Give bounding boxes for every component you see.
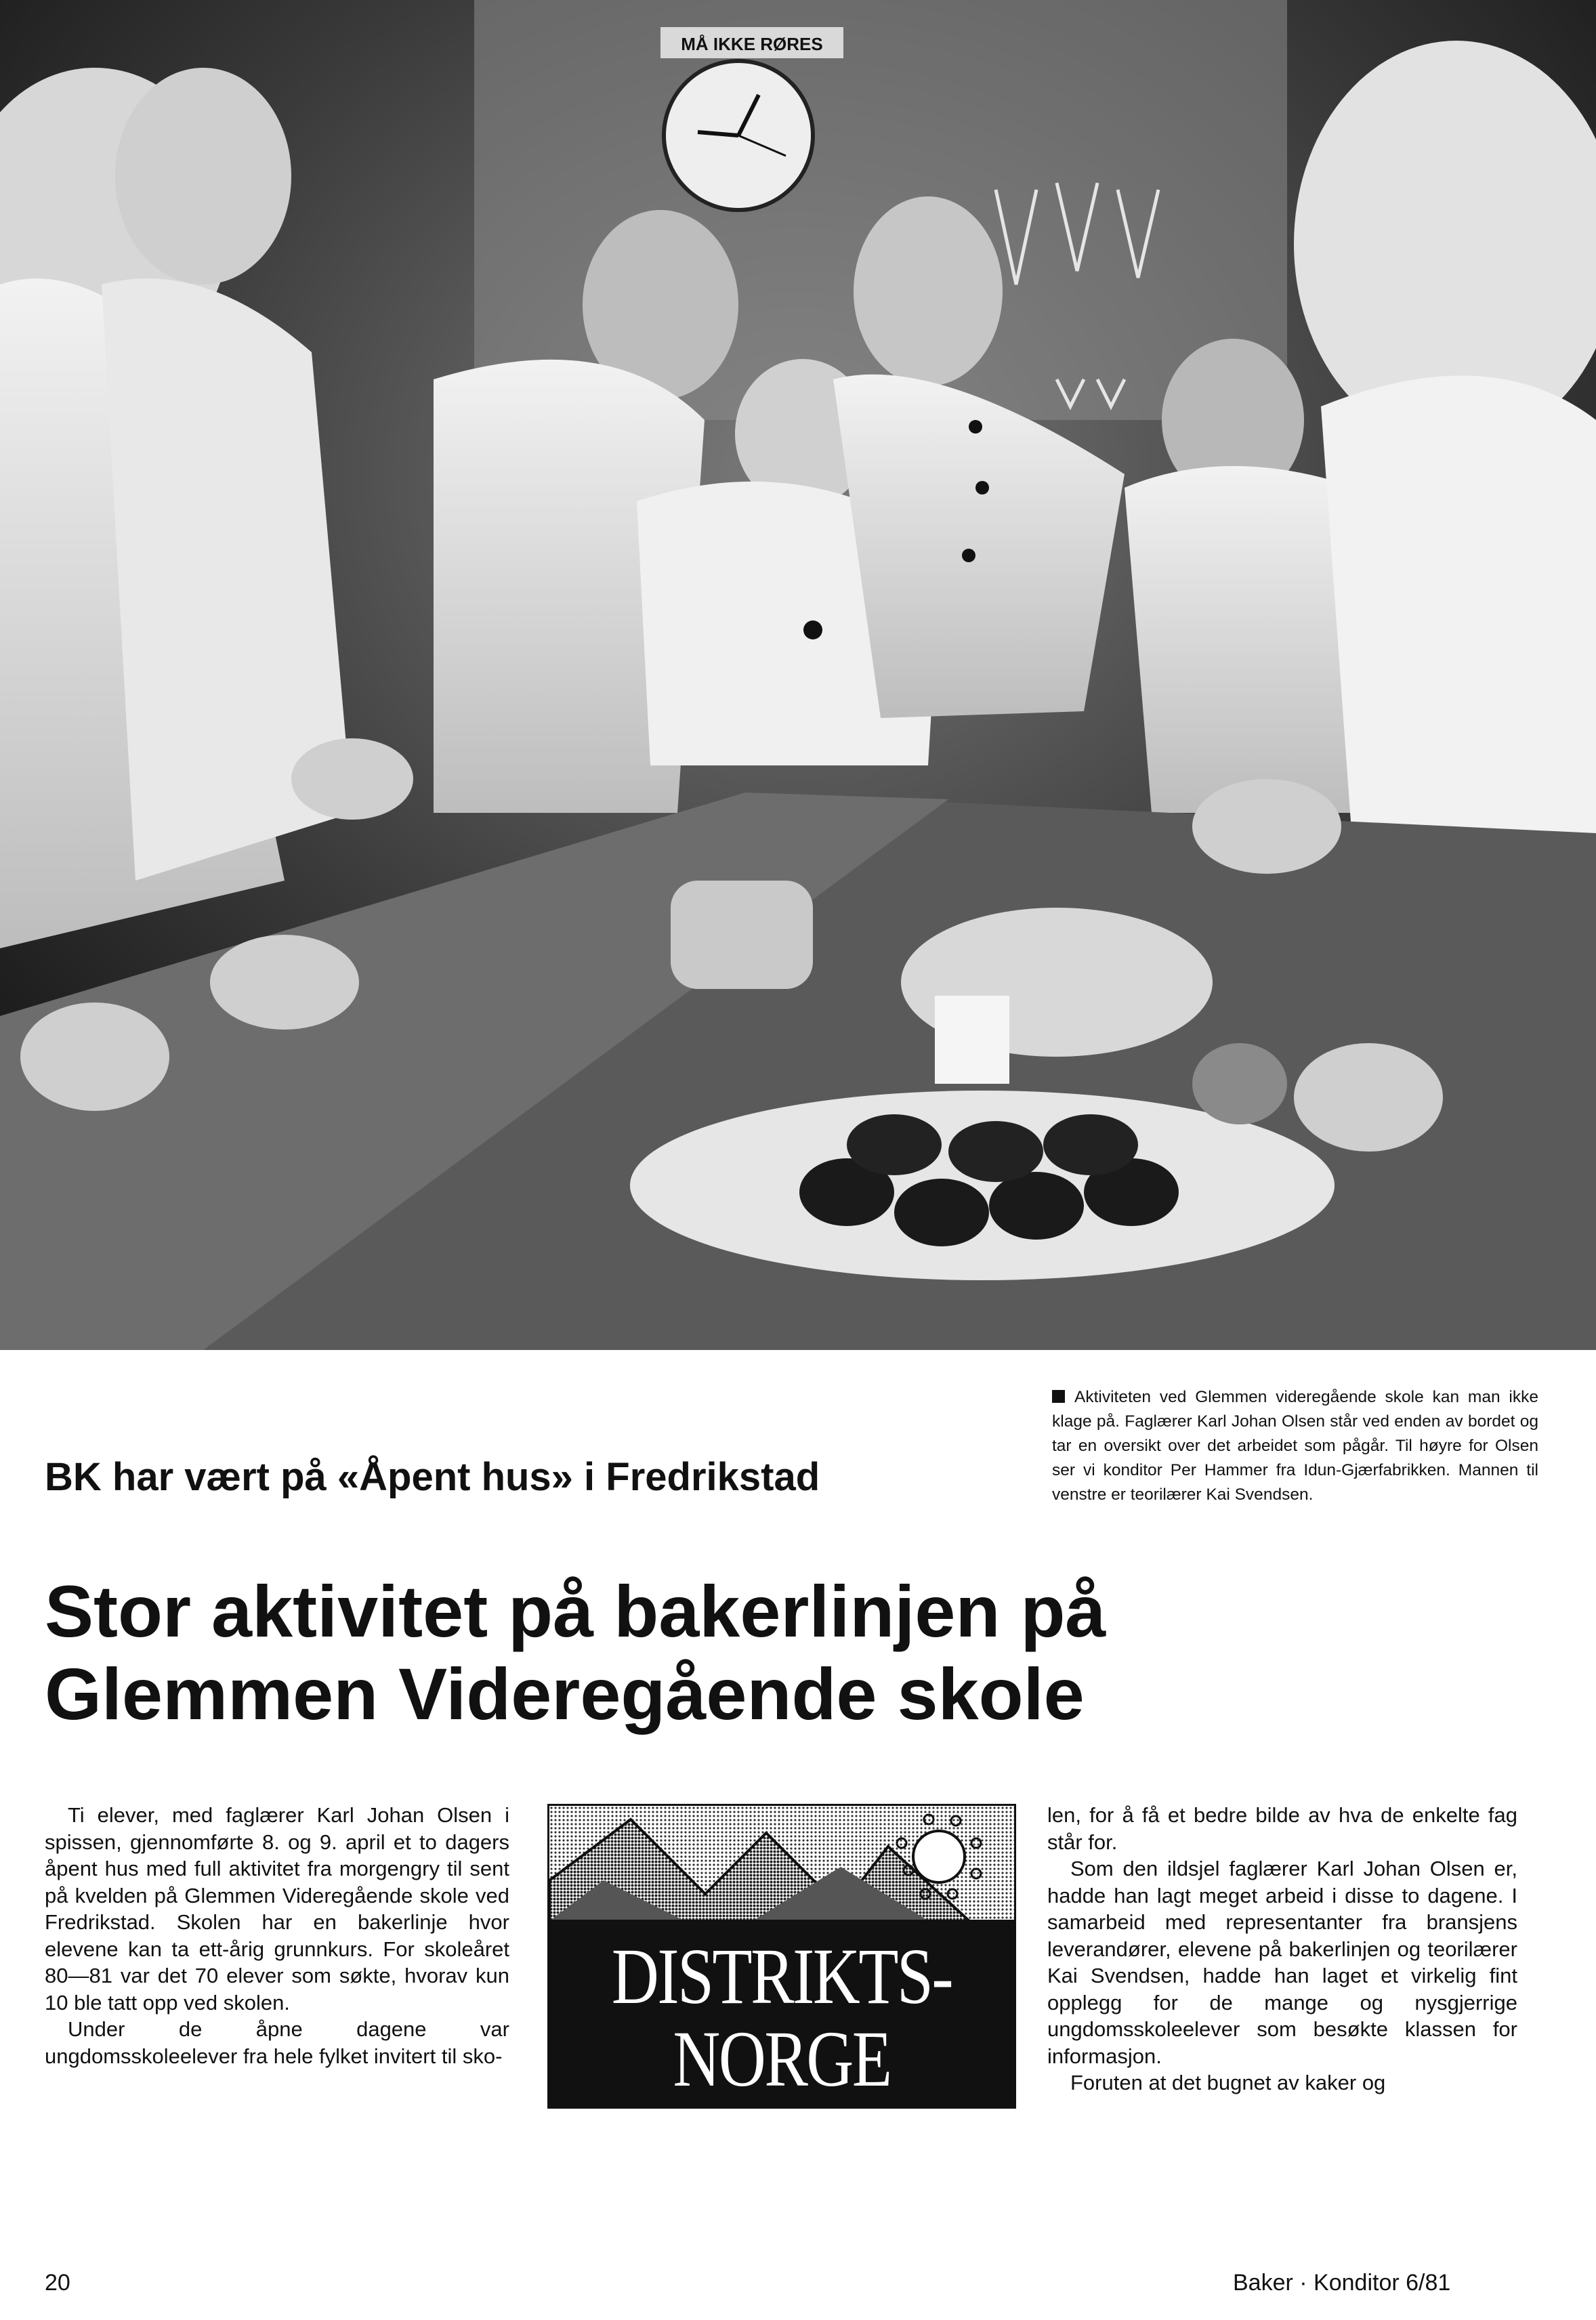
- distriktsnorge-logo: [547, 1804, 1016, 2109]
- caption-text: Aktiviteten ved Glemmen videregående skole kan man ikke klage på. Faglærer Karl Johan Olsen står ved enden av bordet og tar en oversikt over det arbeidet som pågår. Til høyre for Olsen ser vi konditor Per Hammer fra Idun-Gjærfabrikken. Mannen til venstre er teorilærer Kai Svendsen.: [1052, 1388, 1538, 1504]
- paragraph: Ti elever, med faglærer Karl Johan Olsen i spissen, gjennomførte 8. og 9. april et to dagers åpent hus med full aktivitet fra morgengry til sent på kvelden på Glemmen Videregående skole ved Fredrikstad. Skolen har en bakerlinje hvor elevene kan ta ett-årig grunnkurs. For skoleåret 80—81 var det 70 elever som søkte, hvorav kun 10 ble tatt opp ved skolen.: [45, 1803, 509, 2015]
- headline: [45, 1570, 1106, 1735]
- logo-line-1: DISTRIKTS-: [611, 1932, 952, 2021]
- logo-line-2: NORGE: [673, 2015, 891, 2103]
- headline-line-2: Glemmen Videregående skole: [45, 1653, 1085, 1735]
- sign-text: MÅ IKKE RØRES: [681, 34, 823, 54]
- headline-line-1: Stor aktivitet på bakerlinjen på: [45, 1570, 1106, 1652]
- wall-sign: [660, 27, 843, 58]
- magazine-issue: Baker · Konditor 6/81: [1233, 2270, 1451, 2296]
- logo-wordmark: [549, 1920, 1014, 2107]
- page-number: 20: [45, 2270, 70, 2296]
- clock-icon: [664, 61, 813, 210]
- paragraph: Foruten at det bugnet av kaker og: [1070, 2071, 1386, 2094]
- kicker-title: BK har vært på «Åpent hus» i Fredrikstad: [45, 1455, 820, 1499]
- caption-bullet: [1052, 1390, 1065, 1403]
- paragraph: len, for å få et bedre bilde av hva de enkelte fag står for.: [1047, 1803, 1517, 1854]
- article-column-right: [1047, 1802, 1517, 2096]
- paragraph: Under de åpne dagene var ungdomsskoleelever fra hele fylket invitert til sko-: [45, 2017, 509, 2068]
- article-column-left: [45, 1802, 509, 2069]
- paragraph: Som den ildsjel faglærer Karl Johan Olsen er, hadde han lagt meget arbeid i disse to dagene. I samarbeid med representanter fra bransjens leverandører, elevene på bakerlinjen og teorilærer Kai Svendsen, hadde han laget et virkelig fint opplegg for de mange og nysgjerrige ungdomsskoleelever som besøkte klassen for informasjon.: [1047, 1857, 1517, 2068]
- photo-caption: [1052, 1385, 1538, 1507]
